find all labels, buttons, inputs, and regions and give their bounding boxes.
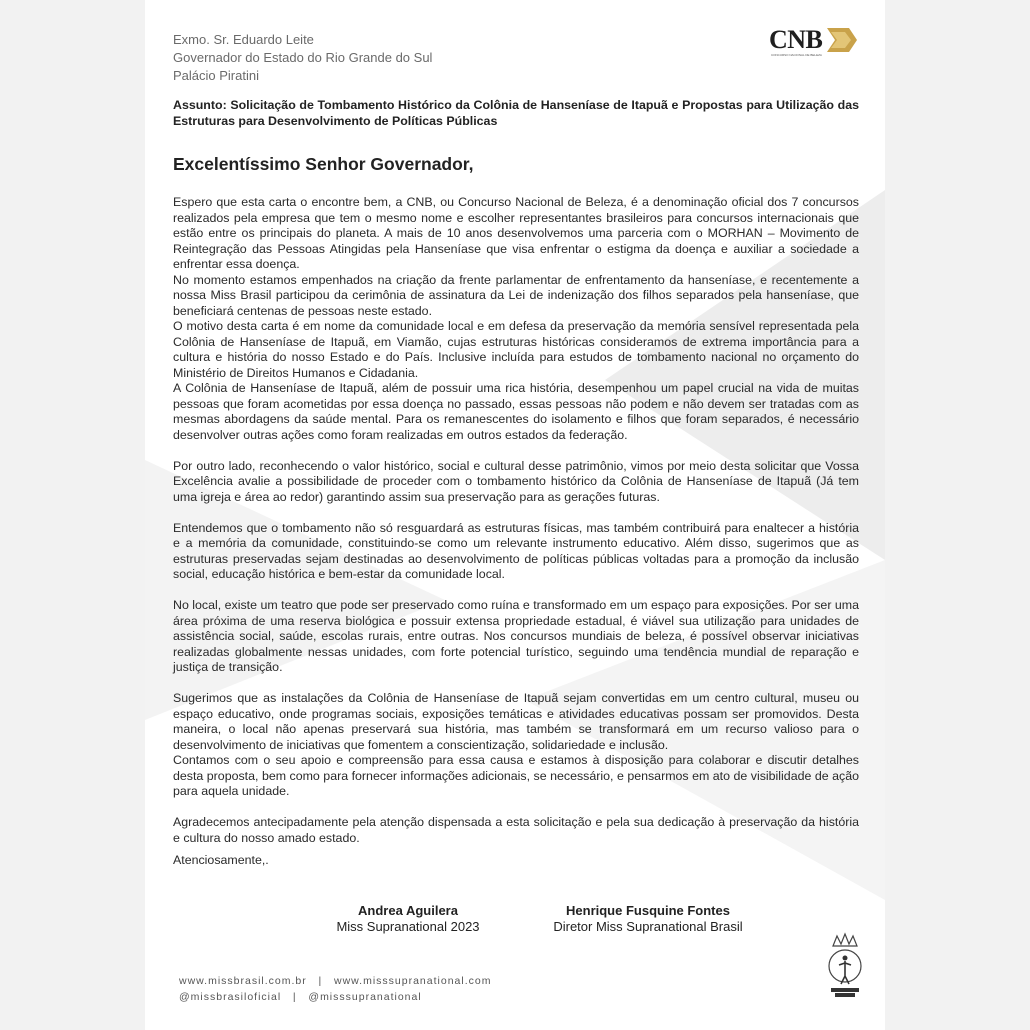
signoff: Atenciosamente,. [173, 853, 269, 867]
letter-body [173, 195, 859, 846]
right-margin [885, 0, 1030, 1030]
logo-subtitle: CONCURSO NACIONAL DE BELEZA [771, 53, 822, 57]
paragraph: A Colônia de Hanseníase de Itapuã, além de possuir uma rica história, desempenhou um papel crucial na vida de muitas pessoas que foram acometidas por essa doença no passado, essas pessoas não podem e não devem ser tratadas com as mesmas abordagens da saúde mental. Para os remanescentes do isolamento e filhos que foram separados, é necessário desenvolver outras ações como foram realizadas em outros estados da federação. [173, 381, 859, 442]
signature-title: Diretor Miss Supranational Brasil [553, 919, 743, 934]
paragraph: Por outro lado, reconhecendo o valor histórico, social e cultural desse patrimônio, vimos por meio desta solicitar que Vossa Excelência avalie a possibilidade de proceder com o tombamento histórico da Colônia de Hanseníase de Itapuã (Já tem uma igreja e área ao redor) garantindo assim sua preservação para as gerações futuras. [173, 458, 859, 504]
salutation: Excelentíssimo Senhor Governador, [173, 154, 474, 174]
addressee-name: Exmo. Sr. Eduardo Leite [173, 32, 314, 47]
paragraph: No local, existe um teatro que pode ser preservado como ruína e transformado em um espaço para exposições. Por ser uma área próxima de uma reserva biológica e possuir extensa propriedade estadual, é viável sua utilização para unidades de assistência social, saúde, escolas rurais, entre outras. Nos concursos mundiais de beleza, é possível observar iniciativas realizadas globalmente nessas unidades, com forte potencial turístico, seguindo uma tendência mundial de reparação e justiça de transição. [173, 598, 859, 674]
footer-contacts [179, 973, 491, 1005]
paragraph: O motivo desta carta é em nome da comunidade local e em defesa da preservação da memória sensível representada pela Colônia de Hanseníase de Itapuã, em Viamão, cujas estruturas históricas consideramos de extrema importância para a cultura e história do nosso Estado e do País. Inclusive incluída para estudos de tombamento nacional no orçamento do Ministério de Direitos Humanos e Cidadania. [173, 319, 859, 380]
paragraph: Sugerimos que as instalações da Colônia de Hanseníase de Itapuã sejam convertidas em um centro cultural, museu ou espaço educativo, onde programas sociais, exposições temáticas e atividades educativas possam ser promovidos. Desta maneira, o local não apenas preservará sua história, mas também se transformará em um recurso valioso para o desenvolvimento de iniciativas que fomentem a conscientização, solidariedade e inclusão. [173, 691, 859, 752]
signature-name: Andrea Aguilera [358, 903, 458, 918]
paragraph: Entendemos que o tombamento não só resguardará as estruturas físicas, mas também contribuirá para enaltecer a história e a memória da comunidade, constituindo-se como um relevante instrumento educativo. Além disso, sugerimos que as estruturas preservadas sejam destinadas ao desenvolvimento de políticas públicas voltadas para a promoção da inclusão social, educação histórica e bem-estar da comunidade local. [173, 520, 859, 581]
left-margin [0, 0, 145, 1030]
addressee-place: Palácio Piratini [173, 68, 259, 83]
paragraph: No momento estamos empenhados na criação da frente parlamentar de enfrentamento da hanseníase, e recentemente a nossa Miss Brasil participou da cerimônia de assinatura da Lei de indenização dos filhos separados pela hanseníase, que beneficiará centenas de pessoas neste estado. [173, 272, 859, 318]
paragraph: Contamos com o seu apoio e compreensão para essa causa e estamos à disposição para colaborar e discutir detalhes desta proposta, bem como para fornecer informações adicionais, se necessário, e pensarmos em ato de visibilidade de ação para aquela unidade. [173, 753, 859, 798]
paragraph: Espero que esta carta o encontre bem, a CNB, ou Concurso Nacional de Beleza, é a denominação oficial dos 7 concursos realizados pela empresa que tem o mesmo nome e escolher representantes brasileiros para concursos internacionais que estão entre os principais do planeta. A mais de 10 anos desenvolvemos uma parceria com o MORHAN – Movimento de Reintegração das Pessoas Atingidas pela Hanseníase que visa enfrentar o estigma da doença e auxiliar a sociedade a enfrentar essa doença. [173, 195, 859, 271]
paragraph: Agradecemos antecipadamente pela atenção dispensada a esta solicitação e pela sua dedicação à preservação da história e cultura do nosso amado estado. [173, 815, 859, 845]
addressee-block [173, 31, 432, 85]
logo-mark-icon [827, 28, 857, 52]
letter-page [145, 0, 885, 1030]
addressee-position: Governador do Estado do Rio Grande do Sul [173, 50, 433, 65]
signature-name: Henrique Fusquine Fontes [566, 903, 730, 918]
subject-line: Assunto: Solicitação de Tombamento Histórico da Colônia de Hanseníase de Itapuã e Propostas para Utilização das Estruturas para Desenvolvimento de Políticas Públicas [173, 98, 859, 128]
footer-websites: www.missbrasil.com.br | www.misssupranational.com [179, 975, 492, 987]
miss-supranational-emblem-icon [817, 932, 873, 1000]
signature-block-1 [293, 903, 523, 935]
signature-block-2 [528, 903, 768, 935]
logo-text: CNB [769, 25, 823, 54]
signature-title: Miss Supranational 2023 [336, 919, 480, 934]
cnb-logo [769, 25, 859, 59]
footer-socials: @missbrasiloficial | @misssupranational [179, 991, 422, 1003]
